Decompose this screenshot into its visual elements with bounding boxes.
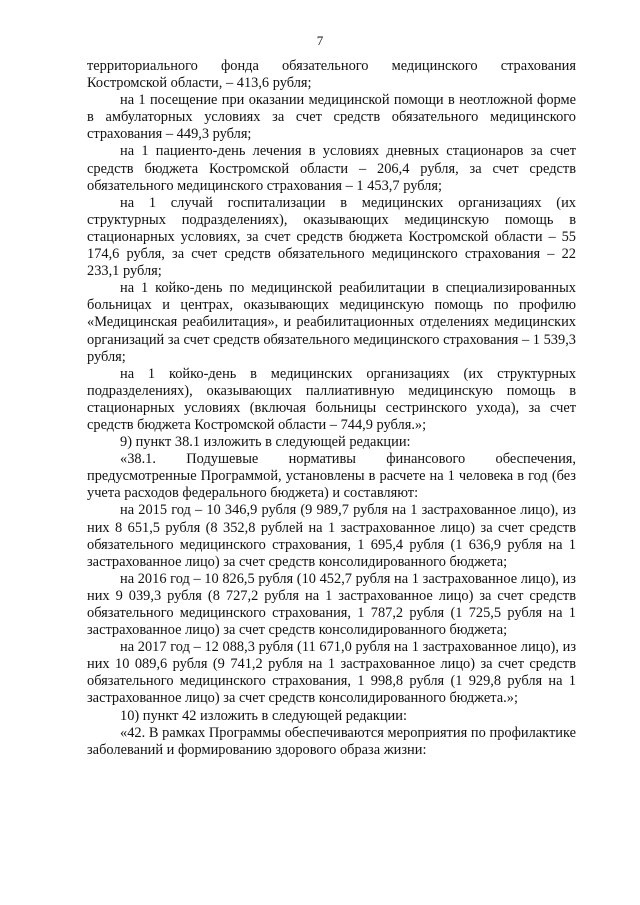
- page-number: 7: [316, 33, 324, 48]
- paragraph: на 1 койко-день по медицинской реабилитации в специализированных больницах и центрах, оказывающих медицинскую помощь по профилю «Медицинская реабилитация», и реабилитационных отделениях медицинских организаций за счет средств обязательного медицинского страхования – 1 539,3 рубля;: [87, 280, 576, 365]
- paragraph: на 2017 год – 12 088,3 рубля (11 671,0 рубля на 1 застрахованное лицо), из них 10 089,6 рубля (9 741,2 рубля на 1 застрахованное лицо) за счет средств обязательного медицинского страхования, 1 998,8 рубля (1 929,8 рубля на 1 застрахованное лицо) за счет средств консолидированного бюджета.»;: [87, 639, 576, 707]
- amendment-heading: 10) пункт 42 изложить в следующей редакции:: [120, 707, 407, 724]
- paragraph: на 1 койко-день в медицинских организациях (их структурных подразделениях), оказывающих паллиативную медицинскую помощь в стационарных условиях (включая больницы сестринского ухода), за счет средств бюджета Костромской области – 744,9 рубля.»;: [87, 365, 576, 433]
- document-body: [87, 58, 576, 759]
- paragraph: «42. В рамках Программы обеспечиваются мероприятия по профилактике заболеваний и формированию здорового образа жизни:: [87, 724, 576, 758]
- paragraph: «38.1. Подушевые нормативы финансового обеспечения, предусмотренные Программой, установлены в расчете на 1 человека в год (без учета расходов федерального бюджета) и составляют:: [87, 451, 576, 502]
- paragraph: на 2016 год – 10 826,5 рубля (10 452,7 рубля на 1 застрахованное лицо), из них 9 039,3 рубля (8 727,2 рубля на 1 застрахованное лицо) за счет средств обязательного медицинского страхования, 1 787,2 рубля (1 725,5 рубля на 1 застрахованное лицо) за счет средств консолидированного бюджета;: [87, 570, 576, 639]
- paragraph: на 1 пациенто-день лечения в условиях дневных стационаров за счет средств бюджета Костромской области – 206,4 рубля, за счет средств обязательного медицинского страхования – 1 453,7 рубля;: [87, 143, 576, 194]
- paragraph: на 2015 год – 10 346,9 рубля (9 989,7 рубля на 1 застрахованное лицо), из них 8 651,5 рубля (8 352,8 рублей на 1 застрахованное лицо) за счет средств обязательного медицинского страхования, 1 695,4 рубля (1 636,9 рубля на 1 застрахованное лицо) за счет средств консолидированного бюджета;: [87, 502, 576, 570]
- amendment-heading: 9) пункт 38.1 изложить в следующей редакции:: [120, 434, 411, 451]
- paragraph: на 1 случай госпитализации в медицинских организациях (их структурных подразделениях), оказывающих медицинскую помощь в стационарных условиях, за счет средств бюджета Костромской области – 55 174,6 рубля, за счет средств обязательного медицинского страхования – 22 233,1 рубля;: [87, 194, 576, 280]
- paragraph: на 1 посещение при оказании медицинской помощи в неотложной форме в амбулаторных условиях за счет средств обязательного медицинского страхования – 449,3 рубля;: [87, 92, 576, 143]
- paragraph: территориального фонда обязательного медицинского страхования Костромской области, – 413,6 рубля;: [87, 58, 576, 92]
